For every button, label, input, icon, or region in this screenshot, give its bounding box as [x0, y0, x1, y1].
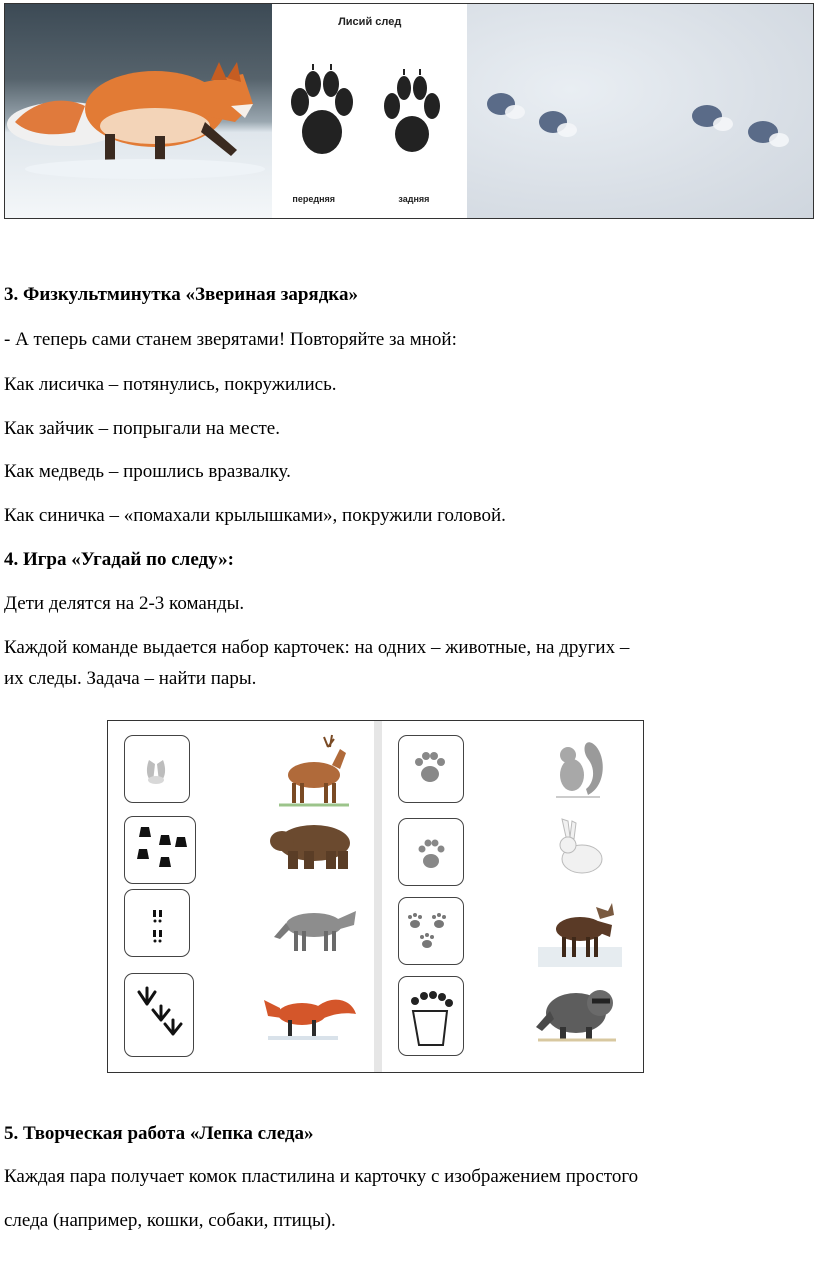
bear-tracks-icon: [125, 817, 194, 882]
track-card-hoof: [124, 735, 190, 803]
section-4-heading: 4. Игра «Угадай по следу»:: [4, 549, 234, 570]
front-paw-caption: передняя: [292, 194, 336, 204]
section-4-line: их следы. Задача – найти пары.: [4, 668, 257, 689]
bear-image: [268, 819, 358, 871]
animal-track-cards-figure: [107, 720, 644, 1073]
track-card-hare: [398, 818, 464, 886]
squirrel-track-icon: [399, 736, 462, 801]
deer-image: [274, 731, 354, 809]
running-fox-illustration: [5, 4, 272, 218]
section-5-line: следа (например, кошки, собаки, птицы).: [4, 1210, 336, 1231]
section-3-line: Как зайчик – попрыгали на месте.: [4, 418, 280, 439]
section-3-line: Как синичка – «помахали крылышками», покружили головой.: [4, 505, 506, 526]
bird-tracks-icon: [125, 974, 192, 1055]
section-5-line: Каждая пара получает комок пластилина и карточку с изображением простого: [4, 1166, 639, 1187]
front-paw-icon: [286, 62, 358, 162]
track-card-bear: [124, 816, 196, 884]
squirrel-image: [548, 735, 608, 801]
section-3-heading: 3. Физкультминутка «Звериная зарядка»: [4, 284, 358, 305]
back-paw-caption: задняя: [398, 194, 430, 204]
back-paw-icon: [380, 68, 444, 160]
section-3-line: Как медведь – прошлись вразвалку.: [4, 461, 291, 482]
tracks-in-snow-illustration: [467, 4, 813, 219]
track-card-squirrel: [398, 735, 464, 803]
cards-divider: [374, 721, 382, 1072]
track-card-small-hoof: [124, 889, 190, 957]
snow-tracks-photo: [467, 4, 813, 218]
small-hoof-tracks-icon: [125, 890, 188, 955]
weasel-tracks-icon: [399, 898, 462, 963]
bear-paw-track-icon: [399, 977, 462, 1054]
hare-track-icon: [399, 819, 462, 884]
track-card-weasel: [398, 897, 464, 965]
hoof-track-icon: [125, 736, 188, 801]
section-3-line: - А теперь сами станем зверятами! Повторяйте за мной:: [4, 329, 457, 350]
moose-image: [538, 897, 622, 967]
banner-image-strip: [4, 3, 814, 219]
section-3-line: Как лисичка – потянулись, покружились.: [4, 374, 337, 395]
diagram-title: Лисий след: [338, 16, 402, 28]
fox-track-diagram: [272, 4, 467, 218]
hare-image: [550, 817, 608, 879]
track-card-bird: [124, 973, 194, 1057]
fox-photo: [5, 4, 272, 218]
raccoon-image: [530, 977, 620, 1043]
section-5-heading: 5. Творческая работа «Лепка следа»: [4, 1123, 314, 1144]
section-4-line: Каждой команде выдается набор карточек: на одних – животные, на других –: [4, 637, 630, 658]
section-4-line: Дети делятся на 2-3 команды.: [4, 593, 245, 614]
wolf-image: [272, 901, 360, 957]
fox-image: [258, 986, 358, 1046]
track-card-big-bear: [398, 976, 464, 1056]
